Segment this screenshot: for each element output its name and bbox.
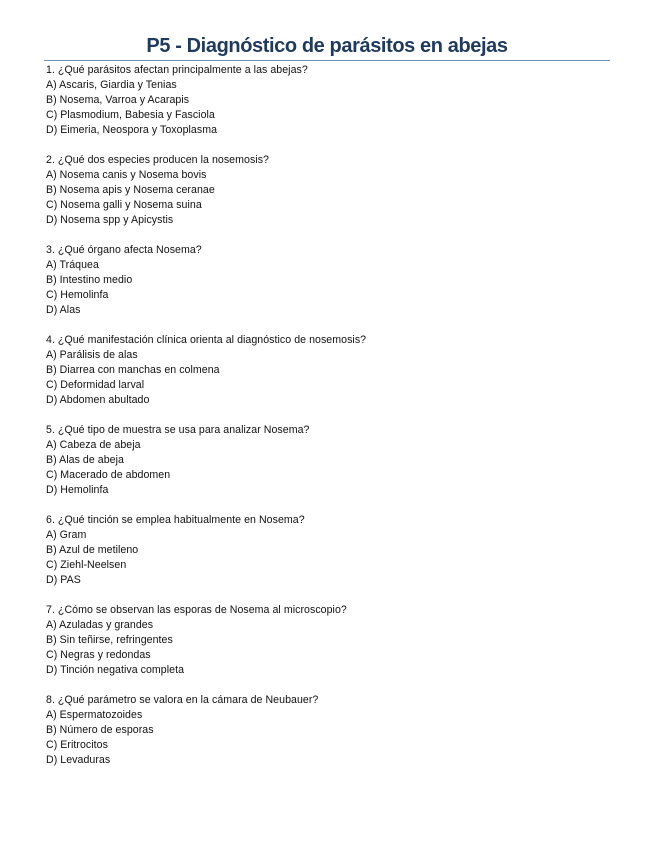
answer-option: D) Hemolinfa	[46, 484, 109, 496]
question-block	[46, 423, 606, 498]
answer-option: C) Deformidad larval	[46, 379, 145, 391]
answer-option: C) Hemolinfa	[46, 289, 109, 301]
answer-option: C) Negras y redondas	[46, 649, 151, 661]
question-block	[46, 63, 606, 138]
answer-option: B) Nosema apis y Nosema ceranae	[46, 184, 215, 196]
answer-option: A) Gram	[46, 529, 87, 541]
page-title: P5 - Diagnóstico de parásitos en abejas	[146, 35, 508, 57]
answer-option: B) Sin teñirse, refringentes	[46, 634, 173, 646]
question-text: 1. ¿Qué parásitos afectan principalmente a las abejas?	[46, 64, 308, 76]
answer-option: A) Nosema canis y Nosema bovis	[46, 169, 207, 181]
question-text: 6. ¿Qué tinción se emplea habitualmente en Nosema?	[46, 514, 305, 526]
question-list	[46, 63, 606, 783]
answer-option: D) Alas	[46, 304, 81, 316]
question-text: 7. ¿Cómo se observan las esporas de Nosema al microscopio?	[46, 604, 347, 616]
answer-option: A) Tráquea	[46, 259, 99, 271]
answer-option: B) Nosema, Varroa y Acarapis	[46, 94, 190, 106]
answer-option: D) PAS	[46, 574, 81, 586]
answer-option: C) Macerado de abdomen	[46, 469, 171, 481]
title-divider	[44, 60, 610, 61]
answer-option: B) Diarrea con manchas en colmena	[46, 364, 220, 376]
answer-option: A) Azuladas y grandes	[46, 619, 154, 631]
answer-option: C) Plasmodium, Babesia y Fasciola	[46, 109, 215, 121]
answer-option: D) Nosema spp y Apicystis	[46, 214, 174, 226]
answer-option: B) Azul de metileno	[46, 544, 139, 556]
answer-option: D) Tinción negativa completa	[46, 664, 185, 676]
answer-option: C) Eritrocitos	[46, 739, 108, 751]
question-text: 4. ¿Qué manifestación clínica orienta al diagnóstico de nosemosis?	[46, 334, 367, 346]
question-block	[46, 153, 606, 228]
answer-option: C) Nosema galli y Nosema suina	[46, 199, 202, 211]
question-block	[46, 603, 606, 678]
answer-option: D) Levaduras	[46, 754, 111, 766]
answer-option: A) Cabeza de abeja	[46, 439, 141, 451]
question-text: 2. ¿Qué dos especies producen la nosemosis?	[46, 154, 269, 166]
answer-option: D) Eimeria, Neospora y Toxoplasma	[46, 124, 218, 136]
question-block	[46, 243, 606, 318]
question-text: 3. ¿Qué órgano afecta Nosema?	[46, 244, 202, 256]
answer-option: A) Parálisis de alas	[46, 349, 138, 361]
answer-option: B) Intestino medio	[46, 274, 133, 286]
answer-option: A) Ascaris, Giardia y Tenias	[46, 79, 177, 91]
answer-option: D) Abdomen abultado	[46, 394, 150, 406]
question-block	[46, 693, 606, 768]
question-block	[46, 513, 606, 588]
question-block	[46, 333, 606, 408]
answer-option: C) Ziehl-Neelsen	[46, 559, 127, 571]
question-text: 5. ¿Qué tipo de muestra se usa para analizar Nosema?	[46, 424, 310, 436]
question-text: 8. ¿Qué parámetro se valora en la cámara de Neubauer?	[46, 694, 319, 706]
answer-option: A) Espermatozoides	[46, 709, 143, 721]
answer-option: B) Número de esporas	[46, 724, 154, 736]
answer-option: B) Alas de abeja	[46, 454, 124, 466]
